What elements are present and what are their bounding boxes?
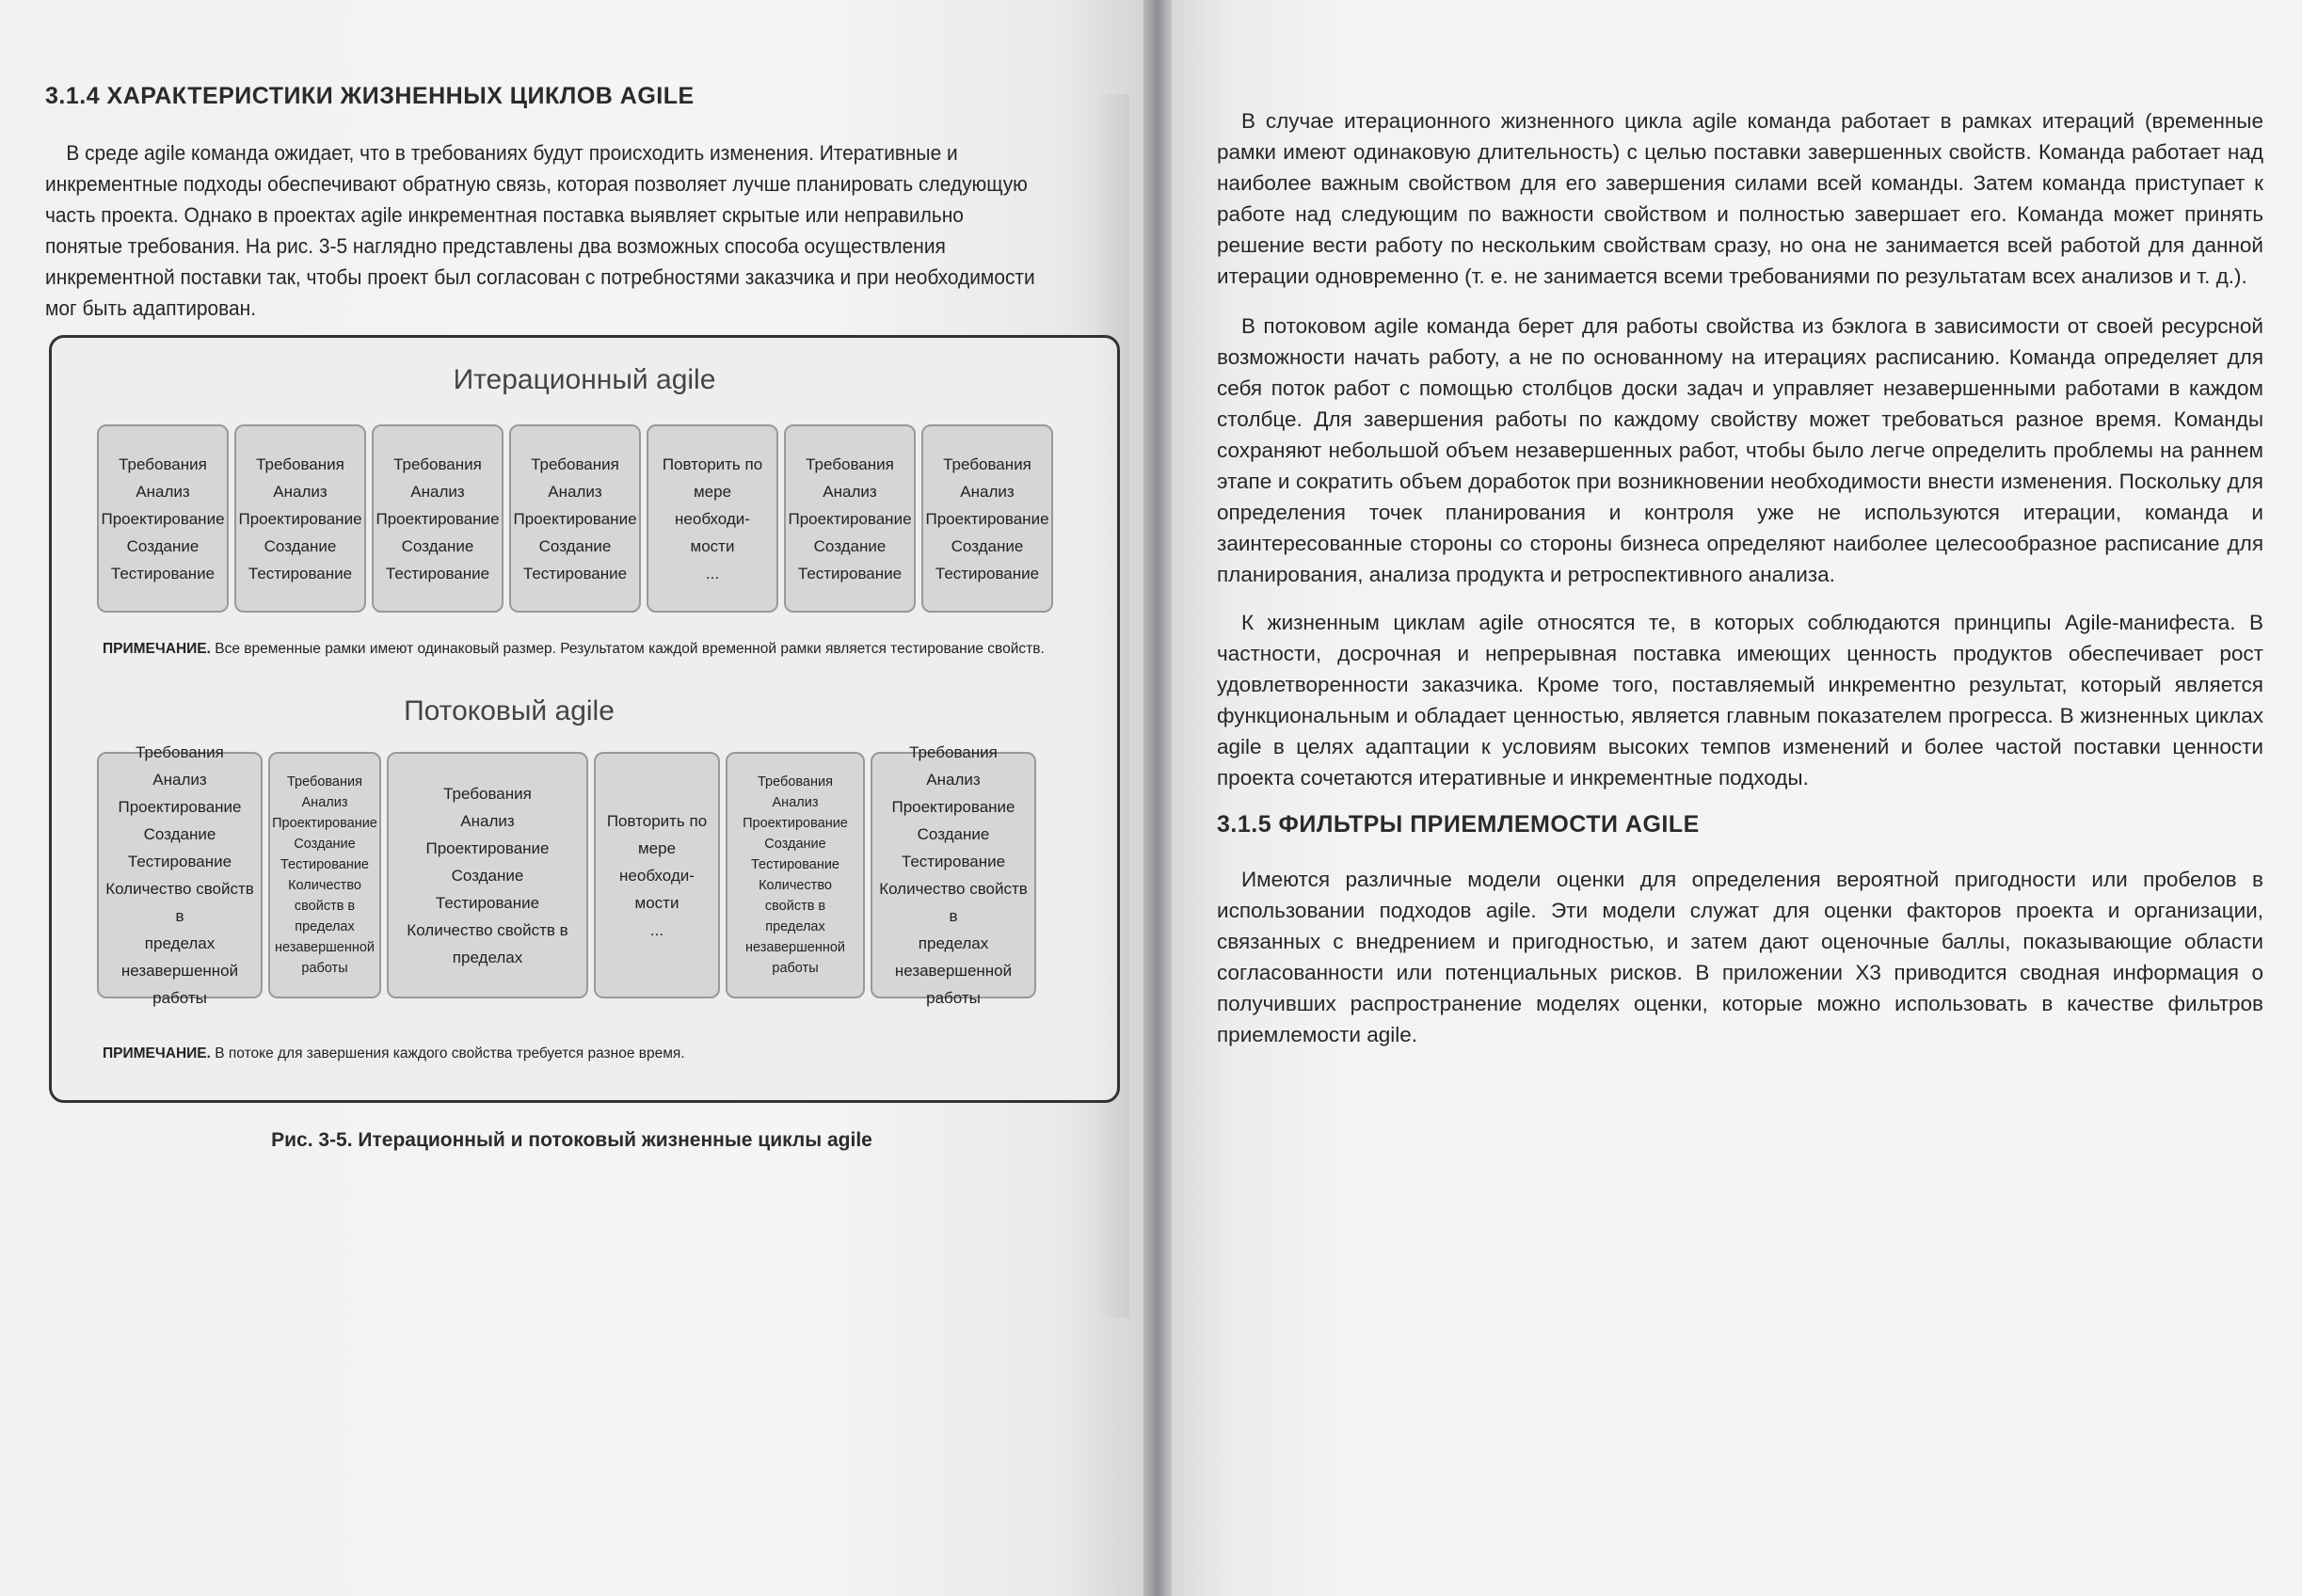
timebox-line: Тестирование [901, 853, 1006, 870]
flow-note [103, 1045, 685, 1062]
flow-note-text: В потоке для завершения каждого свойства требуется разное время. [215, 1045, 685, 1061]
intro-paragraph [45, 137, 1045, 324]
timebox-line: Повторить по [662, 455, 763, 473]
figure-caption: Рис. 3-5. Итерационный и потоковый жизненные циклы agile [271, 1129, 872, 1151]
timebox-line: Повторить по [606, 811, 708, 830]
timebox-line: Требования [119, 455, 207, 473]
timebox-line: Создание [143, 825, 216, 843]
timebox-line: Количество свойств в [105, 880, 254, 925]
iterative-note [103, 641, 1045, 658]
timebox-line: Проектирование [513, 509, 637, 528]
iteration-timebox [372, 424, 504, 613]
timebox-line: Тестирование [110, 564, 216, 583]
timebox-line: Создание [951, 536, 1024, 555]
timebox-line: Количество свойств в [407, 920, 568, 939]
figure-3-5 [49, 335, 1120, 1103]
timebox-line: ... [649, 920, 664, 939]
timebox-line: Требования [256, 455, 344, 473]
timebox-line: Тестирование [935, 564, 1040, 583]
timebox-line: Требования [287, 774, 362, 790]
timebox-line: Создание [917, 825, 990, 843]
section-heading-3-1-5: 3.1.5 ФИЛЬТРЫ ПРИЕМЛЕМОСТИ AGILE [1217, 811, 1700, 838]
timebox-line: Проектирование [425, 838, 550, 857]
left-page [0, 0, 1143, 1596]
timebox-line: Создание [764, 837, 826, 852]
paragraph-flow: В потоковом agile команда берет для работы свойства из бэклога в зависимости от своей ресурсной возможности начать работу, а не по основанному на итерациях расписанию. Команда определяет для себя поток работ с помощью столбцов доски задач и управляет незавершенными работами в каждом столбце. Для завершения работы по каждому свойству может требоваться разное время. Команды сохраняют небольшой объем незавершенных работ, чтобы было легче определить проблемы на раннем этапе и сократить объем доработок при возникновении необходимости внести изменения. Поскольку для определения точек планирования и контроля уже не используются итерации, команда и заинтересованные стороны со стороны бизнеса определяют наиболее целесообразное расписание для планирования, анализа продукта и ретроспективного анализа. [1217, 314, 2263, 586]
timebox-line: Требования [758, 774, 833, 790]
paragraph-filters: Имеются различные модели оценки для определения вероятной пригодности или пробелов в использовании подходов agile. Эти модели служат для оценки факторов проекта и организации, связанных с внедрением и пригодностью, и затем дают оценочные баллы, показывающие области согласованности или потенциальных рисков. В приложении X3 приводится сводная информация о получивших распространение моделях оценки, которые можно использовать в качестве фильтров приемлемости agile. [1217, 868, 2263, 1046]
iteration-timebox [234, 424, 366, 613]
iteration-timebox [97, 424, 229, 613]
timebox-line: работы [301, 961, 348, 976]
timebox-line: Требования [531, 455, 619, 473]
timebox-line: незавершенной [744, 940, 845, 955]
timebox-line: Проектирование [925, 509, 1049, 528]
timebox-line: Требования [136, 743, 224, 761]
iteration-timebox [921, 424, 1053, 613]
timebox-line: Тестирование [435, 893, 540, 912]
timebox-line: Тестирование [280, 857, 369, 872]
timebox-line: Проектирование [118, 798, 242, 816]
timebox-line: Требования [393, 455, 482, 473]
timebox-line: свойств в [294, 899, 356, 914]
right-body [1217, 105, 2263, 793]
timebox-line: Анализ [136, 482, 190, 501]
timebox-line: Проектирование [101, 509, 225, 528]
timebox-line: Проектирование [743, 816, 848, 831]
timebox-line: пределах [295, 919, 355, 934]
timebox-line: мости [634, 893, 679, 912]
timebox-line: пределах [144, 934, 216, 952]
timebox-line: Количество [288, 878, 361, 893]
timebox-line: пределах [452, 948, 523, 966]
timebox-line: Создание [538, 536, 612, 555]
timebox-line: пределах [765, 919, 825, 934]
timebox-line: Анализ [410, 482, 465, 501]
paragraph-manifesto: К жизненным циклам agile относятся те, в которых соблюдаются принципы Agile-манифеста. В частности, досрочная и непрерывная поставка имеющих ценность продуктов обеспечивает рост удовлетворенности заказчика. Кроме того, поставляемый инкрементно результат, который является функциональным и обладает ценностью, является главным показателем прогресса. В жизненных циклах agile в целях адаптации к условиям высоких темпов изменений и более частой поставки ценности проекта сочетаются итеративные и инкрементные подходы. [1217, 611, 2263, 790]
flow-timeboxes [97, 743, 1036, 1007]
timebox-line: свойств в [764, 899, 826, 914]
timebox-line: Создание [813, 536, 887, 555]
timebox-line: Тестирование [797, 564, 903, 583]
page-shadow [1092, 94, 1129, 1317]
iterative-timeboxes [97, 424, 1053, 613]
timebox-line: Создание [294, 837, 356, 852]
timebox-line: Анализ [152, 771, 207, 789]
iterative-note-text: Все временные рамки имеют одинаковый размер. Результатом каждой временной рамки является тестирование свойств. [215, 641, 1045, 657]
flow-feature-box [268, 752, 381, 998]
timebox-line: Тестирование [248, 564, 353, 583]
timebox-line: Анализ [772, 795, 819, 810]
intro-paragraph-text: В среде agile команда ожидает, что в требованиях будут происходить изменения. Итеративные и инкрементные подходы обеспечивают обратную связь, которая позволяет лучше планировать следующую часть проекта. Однако в проектах agile инкрементная поставка выявляет скрытые или неправильно понятые требования. На рис. 3-5 наглядно представлены два возможных способа осуществления инкрементной поставки так, чтобы проект был согласован с потребностями заказчика и при необходимости мог быть адаптирован. [45, 141, 1035, 320]
flow-feature-box [594, 752, 720, 998]
timebox-line: незавершенной [894, 962, 1013, 980]
timebox-line: Тестирование [522, 564, 628, 583]
flow-feature-box [97, 743, 263, 1007]
timebox-line: Создание [126, 536, 200, 555]
timebox-line: Проектирование [238, 509, 362, 528]
timebox-line: незавершенной [275, 940, 376, 955]
timebox-line: Требования [443, 784, 532, 803]
timebox-line: работы [926, 989, 981, 1007]
right-page [1172, 0, 2302, 1596]
iteration-timebox [509, 424, 641, 613]
timebox-line: мости [690, 536, 735, 555]
flow-feature-box [871, 743, 1036, 1007]
timebox-line: Анализ [301, 795, 348, 810]
timebox-line: Анализ [960, 482, 1015, 501]
timebox-line: пределах [918, 934, 989, 952]
timebox-line: Проектирование [788, 509, 912, 528]
timebox-line: Анализ [273, 482, 328, 501]
filters-body [1217, 864, 2263, 1050]
iteration-timebox [784, 424, 916, 613]
timebox-line: работы [772, 961, 819, 976]
timebox-line: Тестирование [127, 853, 232, 870]
timebox-line: Проектирование [376, 509, 500, 528]
timebox-line: Требования [806, 455, 894, 473]
timebox-line: Анализ [548, 482, 602, 501]
flow-feature-box [387, 752, 588, 998]
timebox-line: Создание [264, 536, 337, 555]
flow-agile-title: Потоковый agile [404, 695, 615, 726]
timebox-line: Проектирование [891, 798, 1015, 816]
section-heading-3-1-4: 3.1.4 ХАРАКТЕРИСТИКИ ЖИЗНЕННЫХ ЦИКЛОВ AGILE [45, 83, 695, 109]
timebox-line: Создание [451, 866, 524, 885]
timebox-line: Проектирование [272, 816, 377, 831]
iterative-note-label: ПРИМЕЧАНИЕ. [103, 641, 211, 657]
timebox-line: Анализ [460, 811, 515, 830]
timebox-line: Анализ [926, 771, 981, 789]
timebox-line: Количество [759, 878, 832, 893]
timebox-line: ... [705, 564, 720, 583]
paragraph-iterative: В случае итерационного жизненного цикла agile команда работает в рамках итераций (временные рамки имеют одинаковую длительность) с целью поставки завершенных свойств. Команда работает над наиболее важным свойством для его завершения силами всей команды. Затем команда приступает к работе над следующим по важности свойством и полностью завершает его. Команда может принять решение вести работу по нескольким свойствам сразу, но она не занимается всей работой для данной итерации одновременно (т. е. не занимается всеми требованиями по результатам всех анализов и т. д.). [1217, 109, 2263, 288]
book-spine [1143, 0, 1172, 1596]
timebox-line: Количество свойств в [879, 880, 1028, 925]
timebox-line: незавершенной [120, 962, 239, 980]
flow-feature-box [726, 752, 865, 998]
timebox-line: Тестирование [750, 857, 839, 872]
timebox-line: мере необходи- [675, 482, 750, 528]
timebox-line: Требования [909, 743, 998, 761]
timebox-line: Тестирование [385, 564, 490, 583]
timebox-line: работы [152, 989, 207, 1007]
timebox-line: Требования [943, 455, 1031, 473]
timebox-line: Анализ [823, 482, 877, 501]
timebox-line: мере необходи- [619, 838, 695, 885]
iterative-agile-title: Итерационный agile [453, 364, 716, 395]
flow-note-label: ПРИМЕЧАНИЕ. [103, 1045, 211, 1061]
iteration-timebox [647, 424, 778, 613]
timebox-line: Создание [401, 536, 474, 555]
